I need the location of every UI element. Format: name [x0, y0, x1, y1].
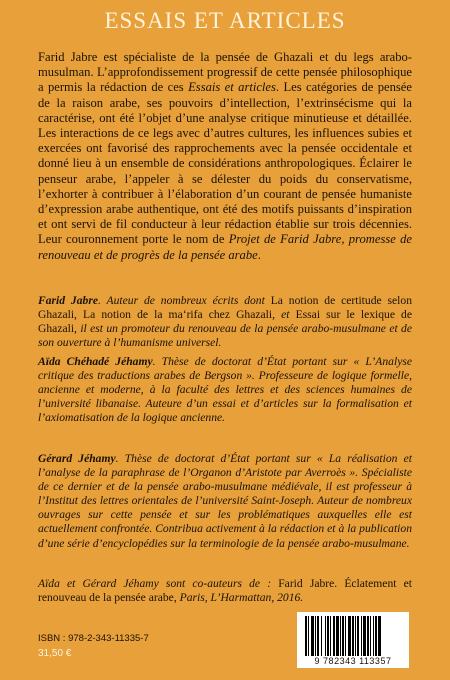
- blurb-part-1: Farid Jabre est spécialiste de la pensée de Ghazali et du legs arabo-musulman. L’approfondissement progressif de cette pensée philosophique a permis la rédaction de ces: [38, 50, 412, 95]
- blurb-text: [38, 50, 412, 263]
- bio-name: Gérard Jéhamy: [38, 452, 116, 465]
- bio-text: . Thèse de doctorat d’État portant sur « La réalisation et l’analyse de la paraphrase de l’Organon d’Aristote par Averroès ». Spécialiste de ce dernier et de la pensée arabo-musulmane médiévale, il est professeur à l’Institut des lettres orientales de l’université Saint-Joseph. Auteur de nombreux ouvrages sur cette pensée et sur les problématiques auxquelles elle est actuellement confrontée. Contribua activement à la rédaction et à la publication d’une série d’encyclopédies sur la terminologie de la pensée arabo-musulmane.: [38, 452, 412, 550]
- bio-aida-jehamy: [38, 355, 412, 425]
- blurb-paragraph: [38, 50, 412, 263]
- bio-works: Essai sur le lexique de Ghazali,: [38, 308, 412, 336]
- bio-text: . Auteur de nombreux écrits dont: [97, 294, 265, 307]
- bio-name: Farid Jabre: [38, 294, 98, 307]
- coauthors-text: Aïda et Gérard Jéhamy sont co-auteurs de :: [38, 577, 272, 590]
- coauthors-work: Farid Jabre. Éclatement et renouveau de la pensée arabe,: [38, 577, 412, 605]
- barcode: [297, 612, 409, 668]
- barcode-number: 9 782343 113357: [314, 656, 392, 666]
- bio-text: . Thèse de doctorat d’État portant sur « L’Analyse critique des traductions arabes de Bergson ». Professeure de logique formelle, ancienne et moderne, à la faculté des lettres et des sciences humaines de l’université libanaise. Auteure d’un essai et d’articles sur la formalisation et l’axiomatisation de la logique ancienne.: [38, 355, 412, 425]
- coauthors-note: [38, 577, 412, 605]
- blurb-part-2: . Les catégories de pensée de la raison arabe, ses pouvoirs d’intellection, l’extrinsécisme qui la caractérise, ont été l’objet d’une analyse critique minutieuse et détaillée. Les interactions de ce legs avec d’autres cultures, les influences subies et exercées ont favorisé des rapprochements avec la pensée occidentale et donné lieu à un ensemble de considérations anthropologiques. Éclairer le penseur arabe, l’appeler à se délester du poids du conservatisme, l’exhorter à contribuer à l’élaboration d’un courant de pensée humaniste d’expression arabe authentique, ont été des motifs puissants d’inspiration et ont servi de fil conducteur à leur rédaction établie sur trois décennies. Leur couronnement porte le nom de: [38, 80, 412, 247]
- blurb-italic-2: Projet de Farid Jabre, promesse de renouveau et de progrès de la pensée arabe: [38, 232, 412, 262]
- bio-name: Aïda Chéhadé Jéhamy: [38, 355, 153, 368]
- bio-works: La notion de certitude selon Ghazali, La notion de la ma‘rifa chez Ghazali,: [38, 294, 412, 322]
- blurb-end: .: [257, 247, 261, 262]
- bio-text: il est un promoteur du renouveau de la pensée arabo-musulmane et de son ouverture à l’humanisme universel.: [38, 322, 412, 350]
- coauthors-publisher: Paris, L’Harmattan, 2016.: [179, 591, 304, 605]
- bio-farid-jabre: [38, 294, 412, 350]
- isbn-label: ISBN : 978-2-343-11335-7: [38, 633, 149, 644]
- page-title: ESSAIS ET ARTICLES: [104, 8, 346, 33]
- bio-text: et: [281, 308, 290, 322]
- price-label: 31,50 €: [38, 648, 72, 659]
- barcode-icon: [303, 616, 403, 656]
- blurb-italic-1: Essais et articles: [188, 80, 276, 95]
- bio-gerard-jehamy: [38, 452, 412, 551]
